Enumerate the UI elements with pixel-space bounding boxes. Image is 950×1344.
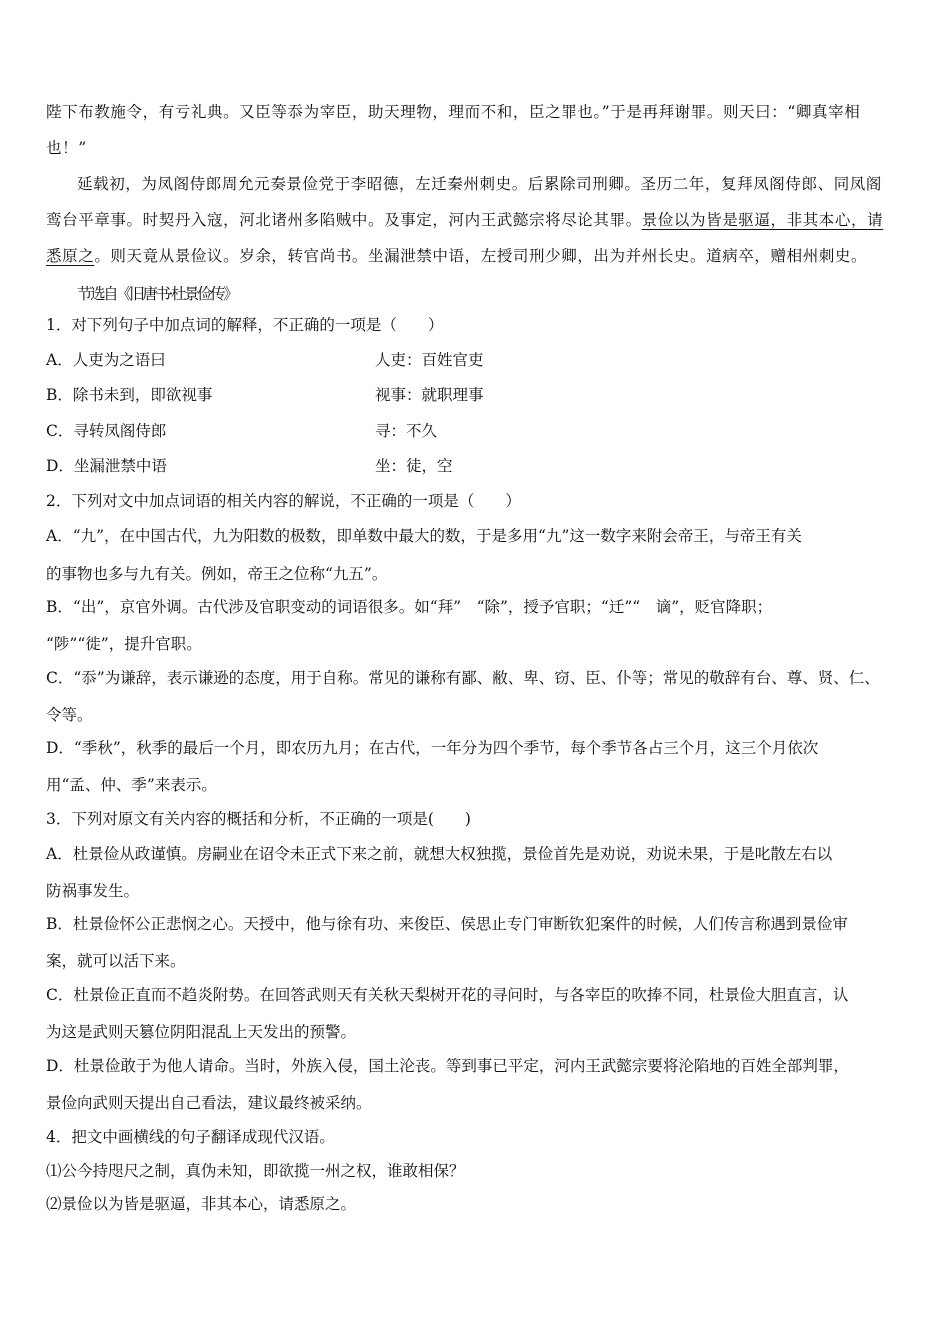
q2-option-a-cont: 的事物也多与九有关。例如，帝王之位称“九五”。 (46, 565, 388, 583)
passage-text: 鸾台平章事。时契丹入寇，河北诸州多陷贼中。及事定，河内王武懿宗将尽论其罪。 (46, 211, 642, 229)
q3-option-d-cont: 景俭向武则天提出自己看法，建议最终被采纳。 (46, 1094, 372, 1112)
q4-sentence-1: ⑴公今持咫尺之制，真伪未知，即欲揽一州之权，谁敢相保？ (46, 1162, 465, 1180)
underlined-sentence: 悉原之 (46, 247, 95, 265)
question-3-stem: 3．下列对原文有关内容的概括和分析，不正确的一项是( ) (46, 810, 471, 828)
q1-option-c-gloss: 寻：不久 (375, 422, 438, 440)
question-1-stem: 1．对下列句子中加点词的解释，不正确的一项是（ ） (46, 316, 444, 334)
q1-option-b: B．除书未到，即欲视事 (46, 386, 213, 404)
q3-option-b-cont: 案，就可以活下来。 (46, 952, 186, 970)
passage-line: 延载初，为凤阁侍郎周允元奏景俭党于李昭德，左迁秦州刺史。后累除司刑卿。圣历二年，复拜凤阁侍郎、同凤阁 (77, 175, 883, 193)
passage-line: 也！” (46, 139, 87, 157)
q3-option-c: C．杜景俭正直而不趋炎附势。在回答武则天有关秋天梨树开花的寻问时，与各宰臣的吹捧不同，杜景俭大胆直言，认 (46, 986, 849, 1004)
q2-option-c: C．“忝”为谦辞，表示谦逊的态度，用于自称。常见的谦称有鄙、敝、卑、窃、臣、仆等；常见的敬辞有台、尊、贤、仁、 (46, 669, 880, 687)
q1-option-a: A．人吏为之语曰 (46, 351, 166, 369)
q2-option-c-cont: 令等。 (46, 706, 93, 724)
q2-option-b: B．“出”，京官外调。古代涉及官职变动的词语很多。如“拜” “除”，授予官职；“迁”“ 谪”，贬官降职； (46, 598, 773, 616)
q1-option-a-gloss: 人吏：百姓官吏 (375, 351, 484, 369)
passage-line (46, 245, 904, 267)
q2-option-d: D．“季秋”，秋季的最后一个月，即农历九月；在古代，一年分为四个季节，每个季节各占三个月，这三个月依次 (46, 739, 819, 757)
passage-line (46, 209, 904, 231)
q1-option-c: C．寻转凤阁侍郎 (46, 422, 167, 440)
q4-sentence-2: ⑵景俭以为皆是驱逼，非其本心，请悉原之。 (46, 1195, 357, 1213)
q2-option-d-cont: 用“孟、仲、季”来表示。 (46, 776, 217, 794)
passage-line: 陛下布教施令，有亏礼典。又臣等忝为宰臣，助天理物，理而不和，臣之罪也。”于是再拜谢罪。则天曰：“卿真宰相 (46, 103, 861, 121)
underlined-sentence: 景俭以为皆是驱逼，非其本心，请 (641, 211, 884, 229)
q3-option-b: B．杜景俭怀公正悲悯之心。天授中，他与徐有功、来俊臣、侯思止专门审断钦犯案件的时候，人们传言称遇到景俭审 (46, 915, 848, 933)
q2-option-a: A．“九”，在中国古代，九为阳数的极数，即单数中最大的数，于是多用“九”这一数字来附会帝王，与帝王有关 (46, 527, 802, 545)
q2-option-b-cont: “陟”“徙”，提升官职。 (46, 635, 202, 653)
q3-option-a-cont: 防祸事发生。 (46, 882, 140, 900)
question-4-stem: 4．把文中画横线的句子翻译成现代汉语。 (46, 1128, 335, 1146)
q1-option-d-gloss: 坐：徒，空 (375, 457, 453, 475)
passage-source: 节选自《旧唐书·杜景俭传》 (77, 285, 237, 303)
q1-option-b-gloss: 视事：就职理事 (375, 386, 484, 404)
q3-option-a: A．杜景俭从政谨慎。房嗣业在诏令未正式下来之前，就想大权独揽，景俭首先是劝说，劝说未果，于是叱散左右以 (46, 845, 833, 863)
q1-option-d: D．坐漏泄禁中语 (46, 457, 167, 475)
q3-option-d: D．杜景俭敢于为他人请命。当时，外族入侵，国土沦丧。等到事已平定，河内王武懿宗要将沦陷地的百姓全部判罪， (46, 1057, 849, 1075)
q3-option-c-cont: 为这是武则天篡位阴阳混乱上天发出的预警。 (46, 1023, 357, 1041)
question-2-stem: 2．下列对文中加点词语的相关内容的解说，不正确的一项是（ ） (46, 492, 521, 510)
passage-text: 。则天竟从景俭议。岁余，转官尚书。坐漏泄禁中语，左授司刑少卿，出为并州长史。道病卒，赠相州刺史。 (94, 247, 868, 265)
